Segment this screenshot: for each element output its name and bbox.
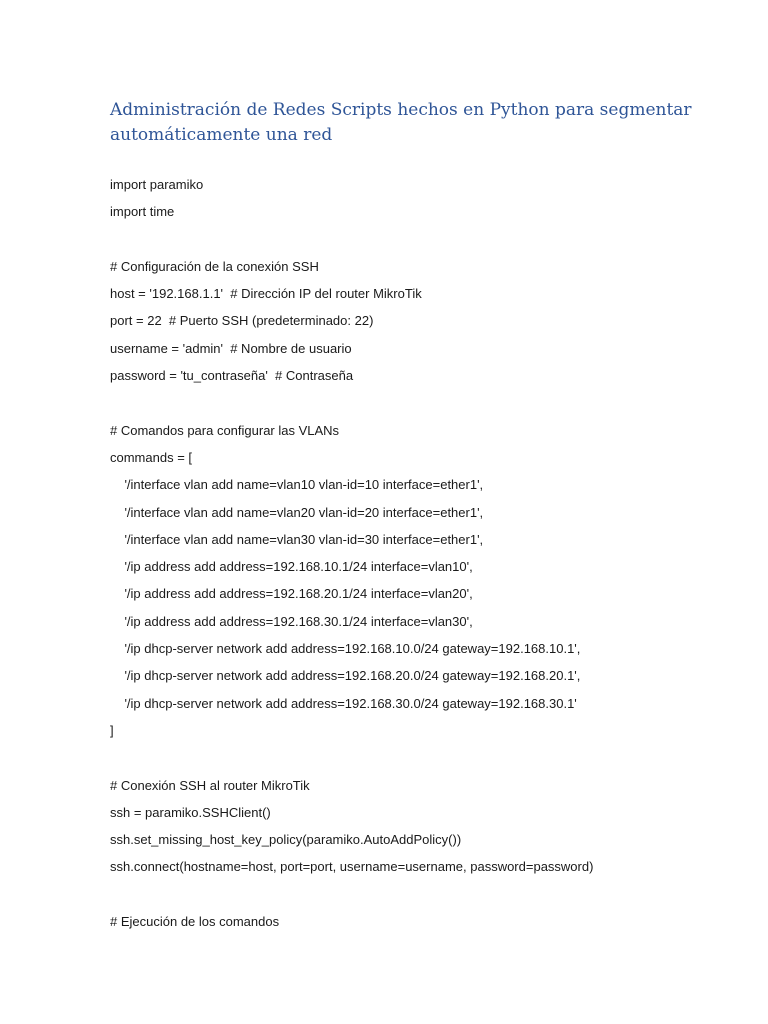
code-line: # Ejecución de los comandos xyxy=(110,914,280,930)
code-line: port = 22 # Puerto SSH (predeterminado: 22) xyxy=(110,313,374,329)
code-line: '/ip address add address=192.168.20.1/24 interface=vlan20', xyxy=(110,586,473,602)
code-line: '/ip dhcp-server network add address=192.168.30.0/24 gateway=192.168.30.1' xyxy=(110,695,577,711)
code-line: host = '192.168.1.1' # Dirección IP del router MikroTik xyxy=(110,286,422,302)
code-line: '/ip dhcp-server network add address=192.168.20.0/24 gateway=192.168.20.1', xyxy=(110,668,581,684)
code-line: ] xyxy=(110,722,114,738)
code-line: '/ip dhcp-server network add address=192.168.10.0/24 gateway=192.168.10.1', xyxy=(110,641,581,657)
code-line: import paramiko xyxy=(110,177,204,192)
code-line: '/ip address add address=192.168.30.1/24 interface=vlan30', xyxy=(110,613,473,629)
code-line: ssh.connect(hostname=host, port=port, username=username, password=password) xyxy=(110,859,594,875)
code-line: # Configuración de la conexión SSH xyxy=(110,258,319,274)
document-title: Administración de Redes Scripts hechos en Python para segmentar automáticamente una red xyxy=(110,100,692,145)
code-line: ssh = paramiko.SSHClient() xyxy=(110,804,271,820)
code-line: # Conexión SSH al router MikroTik xyxy=(110,777,310,793)
code-line: '/interface vlan add name=vlan20 vlan-id=20 interface=ether1', xyxy=(110,504,484,520)
code-line: '/interface vlan add name=vlan30 vlan-id=30 interface=ether1', xyxy=(110,531,484,547)
code-line: username = 'admin' # Nombre de usuario xyxy=(110,340,352,356)
code-line: commands = [ xyxy=(110,449,193,465)
blank-line xyxy=(110,747,750,774)
code-block xyxy=(110,174,750,938)
code-line: ssh.set_missing_host_key_policy(paramiko.AutoAddPolicy()) xyxy=(110,832,462,848)
code-line: # Comandos para configurar las VLANs xyxy=(110,422,340,438)
code-line: import time xyxy=(110,204,175,220)
code-line: '/interface vlan add name=vlan10 vlan-id=10 interface=ether1', xyxy=(110,477,484,493)
blank-line xyxy=(110,392,750,419)
blank-line xyxy=(110,884,750,911)
code-line: password = 'tu_contraseña' # Contraseña xyxy=(110,368,354,384)
blank-line xyxy=(110,229,750,256)
code-line: '/ip address add address=192.168.10.1/24 interface=vlan10', xyxy=(110,559,473,575)
